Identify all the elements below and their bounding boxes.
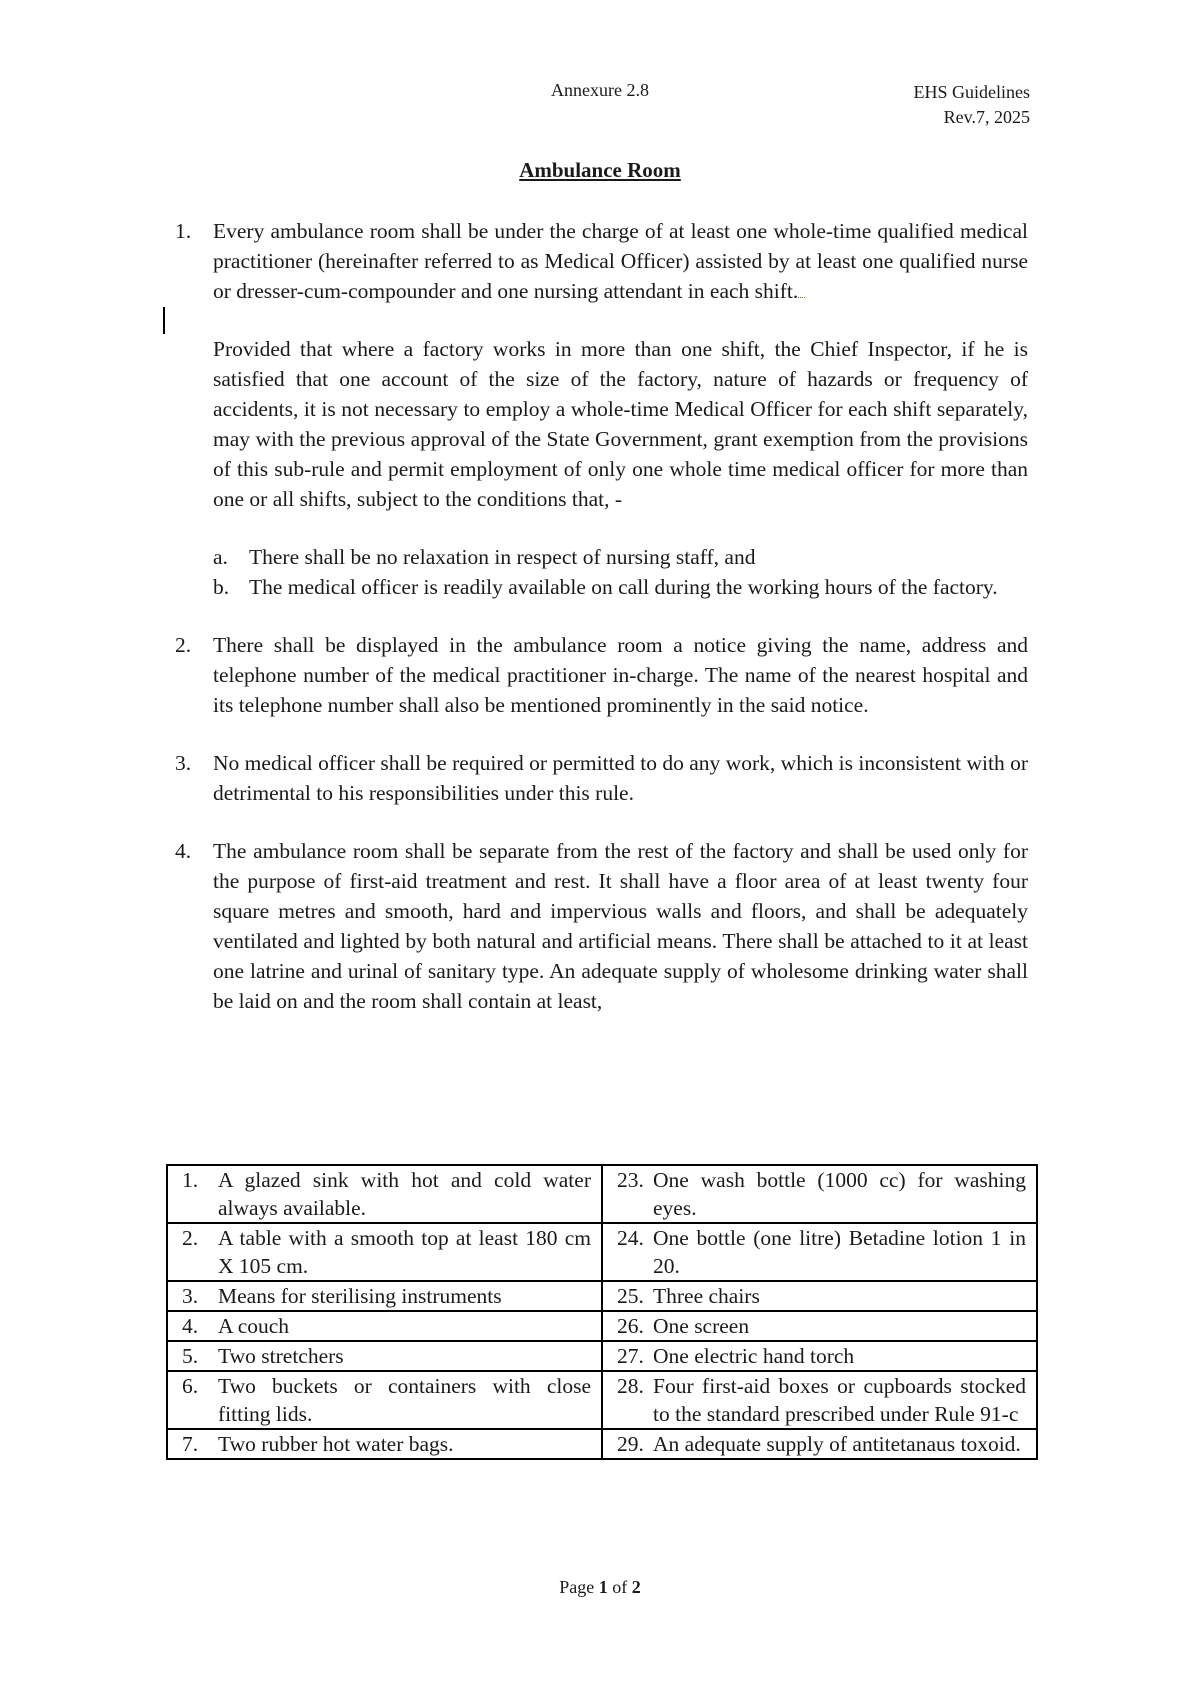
sub-list xyxy=(213,542,1028,602)
table-cell-left xyxy=(167,1311,602,1341)
cell-number: 2. xyxy=(182,1226,199,1250)
header-guidelines: EHS Guidelines xyxy=(913,82,1030,102)
document-body[interactable] xyxy=(175,216,1028,1044)
cell-text: An adequate supply of antitetanaus toxoid. xyxy=(653,1432,1021,1456)
table-cell-left xyxy=(167,1429,602,1459)
sub-item xyxy=(213,572,1028,602)
item-number: 1. xyxy=(175,219,192,243)
header-doc-info xyxy=(914,80,1031,130)
table-cell-right xyxy=(602,1223,1037,1281)
table-row xyxy=(167,1281,1037,1311)
list-item xyxy=(175,836,1028,1016)
header-annexure: Annexure 2.8 xyxy=(551,80,649,100)
cell-text: Means for sterilising instruments xyxy=(218,1284,502,1308)
equipment-table xyxy=(166,1164,1038,1460)
text-cursor xyxy=(163,307,165,334)
table-row xyxy=(167,1341,1037,1371)
of-word: of xyxy=(612,1577,628,1597)
table-row xyxy=(167,1311,1037,1341)
cell-text: Four first-aid boxes or cupboards stocked to the standard prescribed under Rule 91-c xyxy=(653,1374,1026,1426)
item-text: Every ambulance room shall be under the charge of at least one whole-time qualified medical practitioner (hereinafter referred to as Medical Officer) assisted by at least one qualified nurse or dresser-cum-compounder and one nursing attendant in each shift. xyxy=(213,219,1028,303)
list-item xyxy=(175,748,1028,808)
cell-text: One screen xyxy=(653,1314,750,1338)
table-cell-right xyxy=(602,1311,1037,1341)
table-cell-left xyxy=(167,1281,602,1311)
header-revision: Rev.7, 2025 xyxy=(943,107,1030,127)
page-title: Ambulance Room xyxy=(519,158,681,182)
table-cell-right xyxy=(602,1281,1037,1311)
cell-number: 24. xyxy=(617,1226,644,1250)
sub-item-letter: b. xyxy=(213,575,230,599)
item-number: 4. xyxy=(175,839,192,863)
cell-text: A glazed sink with hot and cold water always available. xyxy=(218,1168,591,1220)
cell-number: 6. xyxy=(182,1374,199,1398)
cell-text: A table with a smooth top at least 180 cm X 105 cm. xyxy=(218,1226,591,1278)
item-number: 2. xyxy=(175,633,192,657)
cell-text: A couch xyxy=(218,1314,290,1338)
item-text: There shall be displayed in the ambulance room a notice giving the name, address and telephone number of the medical practitioner in-charge. The name of the nearest hospital and its telephone number shall also be mentioned prominently in the said notice. xyxy=(213,633,1028,717)
cell-text: Two buckets or containers with close fitting lids. xyxy=(218,1374,591,1426)
cell-number: 3. xyxy=(182,1284,199,1308)
table-cell-left xyxy=(167,1341,602,1371)
cell-text: One bottle (one litre) Betadine lotion 1 in 20. xyxy=(653,1226,1026,1278)
table-row xyxy=(167,1223,1037,1281)
cell-number: 25. xyxy=(617,1284,644,1308)
edit-mark xyxy=(798,279,805,298)
cell-text: One wash bottle (1000 cc) for washing eyes. xyxy=(653,1168,1026,1220)
cell-number: 27. xyxy=(617,1344,644,1368)
cell-number: 4. xyxy=(182,1314,199,1338)
page-footer xyxy=(0,1577,1200,1598)
cell-number: 28. xyxy=(617,1374,644,1398)
cell-text: Two rubber hot water bags. xyxy=(218,1432,454,1456)
cell-number: 5. xyxy=(182,1344,199,1368)
table-cell-left xyxy=(167,1371,602,1429)
current-page-number: 1 xyxy=(598,1577,608,1597)
table-cell-right xyxy=(602,1429,1037,1459)
cell-number: 29. xyxy=(617,1432,644,1456)
sub-item-text: The medical officer is readily available on call during the working hours of the factory. xyxy=(249,575,998,599)
cell-number: 23. xyxy=(617,1168,644,1192)
item-text: No medical officer shall be required or permitted to do any work, which is inconsistent with or detrimental to his responsibilities under this rule. xyxy=(213,751,1028,805)
page-word: Page xyxy=(559,1577,595,1597)
sub-item xyxy=(213,542,1028,572)
cell-number: 26. xyxy=(617,1314,644,1338)
table-cell-right xyxy=(602,1341,1037,1371)
table-row xyxy=(167,1429,1037,1459)
cell-text: Three chairs xyxy=(653,1284,760,1308)
item-text: The ambulance room shall be separate from the rest of the factory and shall be used only for the purpose of first-aid treatment and rest. It shall have a floor area of at least twenty four square metres and smooth, hard and impervious walls and floors, and shall be adequately ventilated and lighted by both natural and artificial means. There shall be attached to it at least one latrine and urinal of sanitary type. An adequate supply of wholesome drinking water shall be laid on and the room shall contain at least, xyxy=(213,839,1028,1013)
table-cell-left xyxy=(167,1223,602,1281)
sub-item-letter: a. xyxy=(213,545,228,569)
table-row xyxy=(167,1165,1037,1223)
cell-number: 1. xyxy=(182,1168,199,1192)
cell-text: One electric hand torch xyxy=(653,1344,855,1368)
table-cell-right xyxy=(602,1165,1037,1223)
cell-text: Two stretchers xyxy=(218,1344,344,1368)
list-item xyxy=(175,216,1028,602)
total-page-count: 2 xyxy=(631,1577,641,1597)
cell-number: 7. xyxy=(182,1432,199,1456)
table-row xyxy=(167,1371,1037,1429)
proviso-text: Provided that where a factory works in more than one shift, the Chief Inspector, if he is satisfied that one account of the size of the factory, nature of hazards or frequency of accidents, it is not necessary to employ a whole-time Medical Officer for each shift separately, may with the previous approval of the State Government, grant exemption from the provisions of this sub-rule and permit employment of only one whole time medical officer for more than one or all shifts, subject to the conditions that, - xyxy=(213,337,1028,511)
item-number: 3. xyxy=(175,751,192,775)
table-cell-right xyxy=(602,1371,1037,1429)
sub-item-text: There shall be no relaxation in respect of nursing staff, and xyxy=(249,545,756,569)
list-item xyxy=(175,630,1028,720)
table-cell-left xyxy=(167,1165,602,1223)
